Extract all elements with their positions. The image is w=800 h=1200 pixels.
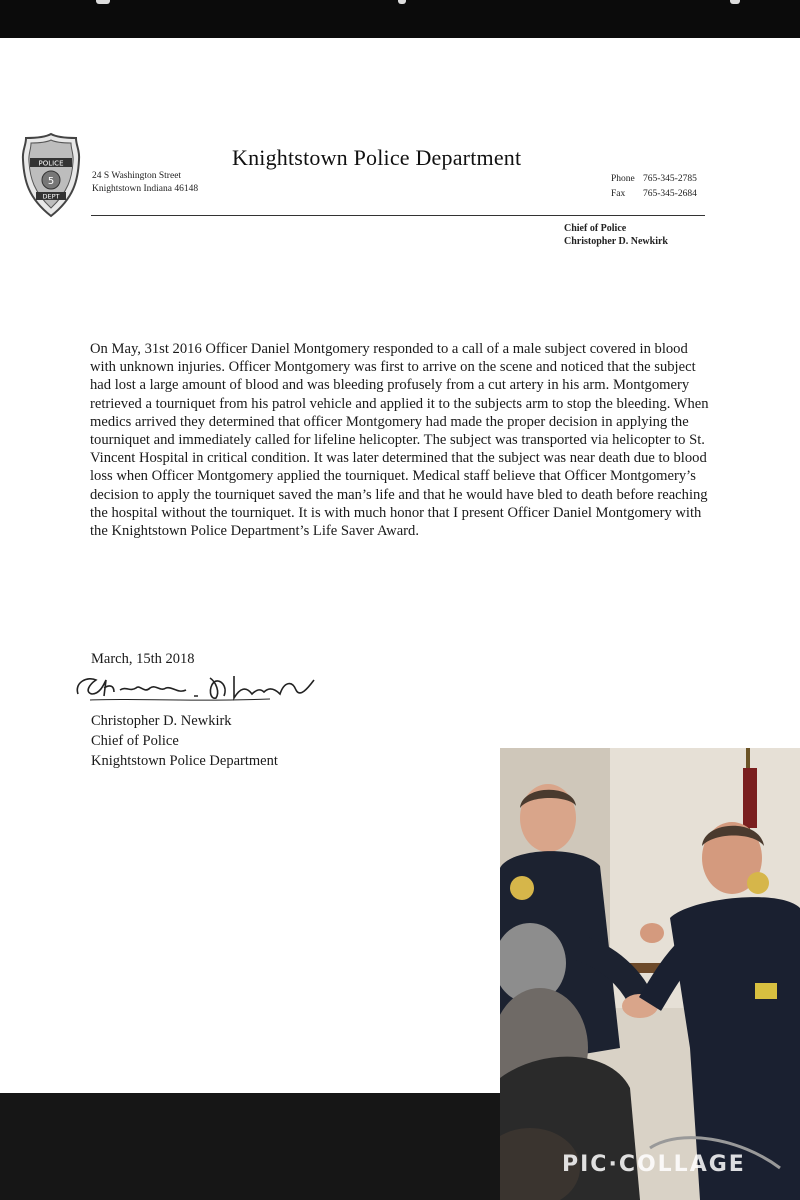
fax-label: Fax — [611, 189, 626, 199]
address-line-2: Knightstown Indiana 46148 — [92, 184, 199, 194]
department-address — [92, 170, 198, 196]
chief-name: Christopher D. Newkirk — [564, 236, 668, 247]
fax-row — [611, 187, 697, 202]
letter-body: On May, 31st 2016 Officer Daniel Montgomery responded to a call of a male subject covered in blood with unknown injuries. Officer Montgomery was first to arrive on the scene and noticed that the subject had lost a large amount of blood and was bleeding profusely from a cut artery in his arm. Montgomery retrieved a tourniquet from his patrol vehicle and applied it to the subjects arm to stop the bleeding. When medics arrived they determined that officer Montgomery had made the proper decision in applying the tourniquet and immediately called for lifeline helicopter. The subject was transported via helicopter to St. Vincent Hospital in critical condition. It was later determined that the subject was near death due to blood loss when Officer Montgomery applied the tourniquet. Medical staff believe that Officer Montgomery’s decision to apply the tourniquet saved the man’s life and that he would have bled to death before reaching the hospital without the tourniquet. It is with much honor that I present Officer Daniel Montgomery with the Knightstown Police Department’s Life Saver Award. — [90, 341, 709, 540]
badge-number: 5 — [47, 176, 55, 187]
phone-row — [611, 172, 697, 187]
letter-date: March, 15th 2018 — [91, 651, 195, 667]
phone-number: 765-345-2785 — [643, 174, 697, 184]
phone-label: Phone — [611, 174, 635, 184]
signer-organization: Knightstown Police Department — [91, 753, 278, 769]
status-strip — [0, 0, 800, 38]
award-ceremony-photo — [500, 748, 800, 1200]
badge-text-top: POLICE — [38, 159, 64, 168]
department-title: Knightstown Police Department — [232, 145, 522, 170]
status-indicator — [398, 0, 406, 4]
status-indicator — [730, 0, 740, 4]
police-badge-icon — [20, 132, 82, 218]
status-indicator — [96, 0, 110, 4]
handwritten-signature — [70, 668, 330, 708]
address-line-1: 24 S Washington Street — [92, 171, 182, 181]
signer-block — [91, 711, 278, 771]
pic-collage-watermark: PIC·COLLAGE — [562, 1152, 746, 1177]
letterhead-divider — [91, 215, 705, 216]
chief-title: Chief of Police — [564, 223, 627, 234]
signer-name: Christopher D. Newkirk — [91, 713, 232, 729]
chief-block — [564, 222, 668, 248]
department-contact — [611, 172, 697, 202]
signer-title: Chief of Police — [91, 733, 179, 749]
badge-text-dept: DEPT — [42, 192, 60, 201]
fax-number: 765-345-2684 — [643, 189, 697, 199]
